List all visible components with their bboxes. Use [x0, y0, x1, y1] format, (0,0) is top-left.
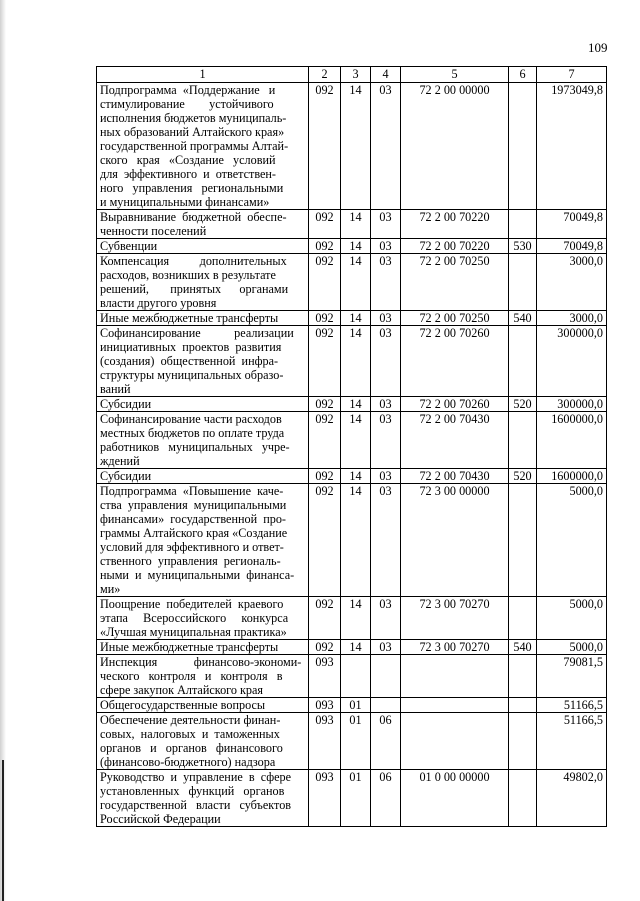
section-code-cell: 14 — [341, 239, 371, 254]
ministry-code-cell: 093 — [309, 655, 341, 698]
row-name-cell: Субвенции — [97, 239, 309, 254]
table-row — [97, 770, 607, 827]
section-code-cell — [341, 655, 371, 698]
target-article-cell: 72 3 00 00000 — [401, 484, 509, 597]
target-article-cell: 72 2 00 70220 — [401, 210, 509, 239]
ministry-code-cell: 092 — [309, 254, 341, 311]
expense-type-cell — [509, 698, 537, 713]
amount-cell: 51166,5 — [537, 713, 607, 770]
expense-type-cell — [509, 597, 537, 640]
target-article-cell: 72 2 00 00000 — [401, 83, 509, 210]
amount-cell: 300000,0 — [537, 397, 607, 412]
target-article-cell: 72 2 00 70260 — [401, 397, 509, 412]
header-cell: 6 — [509, 67, 537, 83]
scan-edge-mark — [2, 760, 4, 901]
ministry-code-cell: 092 — [309, 469, 341, 484]
subsection-code-cell: 03 — [371, 83, 401, 210]
header-cell: 4 — [371, 67, 401, 83]
table-row — [97, 655, 607, 698]
section-code-cell: 14 — [341, 210, 371, 239]
target-article-cell — [401, 655, 509, 698]
ministry-code-cell: 092 — [309, 239, 341, 254]
expense-type-cell — [509, 412, 537, 469]
row-name-cell: Поощрение победителей краевого этапа Всероссийского конкурса «Лучшая муниципальная практика» — [97, 597, 309, 640]
ministry-code-cell: 092 — [309, 210, 341, 239]
row-name-cell: Софинансирование части расходов местных бюджетов по оплате труда работников муниципальных учре- ждений — [97, 412, 309, 469]
target-article-cell: 72 3 00 70270 — [401, 640, 509, 655]
subsection-code-cell: 03 — [371, 311, 401, 326]
section-code-cell: 14 — [341, 640, 371, 655]
row-name-cell: Общегосударственные вопросы — [97, 698, 309, 713]
amount-cell: 5000,0 — [537, 640, 607, 655]
table-row — [97, 640, 607, 655]
expense-type-cell — [509, 484, 537, 597]
header-cell: 5 — [401, 67, 509, 83]
table-row — [97, 326, 607, 397]
section-code-cell: 14 — [341, 412, 371, 469]
expense-type-cell — [509, 326, 537, 397]
amount-cell: 70049,8 — [537, 210, 607, 239]
table-row — [97, 239, 607, 254]
row-name-cell: Инспекция финансово-экономи- ческого контроля и контроля в сфере закупок Алтайского края — [97, 655, 309, 698]
ministry-code-cell: 092 — [309, 326, 341, 397]
section-code-cell: 01 — [341, 698, 371, 713]
section-code-cell: 14 — [341, 597, 371, 640]
amount-cell: 3000,0 — [537, 254, 607, 311]
row-name-cell: Софинансирование реализации инициативных проектов развития (создания) общественной инфра- структуры муниципальных образо- ваний — [97, 326, 309, 397]
amount-cell: 1600000,0 — [537, 412, 607, 469]
table-row — [97, 698, 607, 713]
expense-type-cell — [509, 83, 537, 210]
target-article-cell: 72 2 00 70430 — [401, 469, 509, 484]
subsection-code-cell: 03 — [371, 412, 401, 469]
table-row — [97, 210, 607, 239]
row-name-cell: Подпрограмма «Поддержание и стимулирование устойчивого исполнения бюджетов муниципаль- ных образований Алтайского края» государственной программы Алтай- ского края «Создание условий для эффективного и ответствен- ного управления региональными и муниципальными финансами» — [97, 83, 309, 210]
ministry-code-cell: 092 — [309, 311, 341, 326]
table-row — [97, 397, 607, 412]
subsection-code-cell: 03 — [371, 597, 401, 640]
section-code-cell: 14 — [341, 254, 371, 311]
amount-cell: 1600000,0 — [537, 469, 607, 484]
row-name-cell: Подпрограмма «Повышение каче- ства управления муниципальными финансами» государственной про- граммы Алтайского края «Создание условий для эффективного и ответ- ственного управления региональ- ными и муниципальными финанса- ми» — [97, 484, 309, 597]
table-header-row — [97, 67, 607, 83]
amount-cell: 5000,0 — [537, 597, 607, 640]
row-name-cell: Обеспечение деятельности финан- совых, налоговых и таможенных органов и органов финансового (финансово-бюджетного) надзора — [97, 713, 309, 770]
page-number: 109 — [588, 40, 608, 55]
amount-cell: 70049,8 — [537, 239, 607, 254]
subsection-code-cell: 03 — [371, 484, 401, 597]
ministry-code-cell: 092 — [309, 597, 341, 640]
row-name-cell: Руководство и управление в сфере установленных функций органов государственной власти субъектов Российской Федерации — [97, 770, 309, 827]
ministry-code-cell: 092 — [309, 83, 341, 210]
section-code-cell: 01 — [341, 713, 371, 770]
target-article-cell — [401, 698, 509, 713]
expense-type-cell: 520 — [509, 469, 537, 484]
header-cell: 1 — [97, 67, 309, 83]
subsection-code-cell: 03 — [371, 326, 401, 397]
ministry-code-cell: 093 — [309, 770, 341, 827]
table-row — [97, 412, 607, 469]
target-article-cell — [401, 713, 509, 770]
amount-cell: 79081,5 — [537, 655, 607, 698]
section-code-cell: 14 — [341, 469, 371, 484]
target-article-cell: 72 3 00 70270 — [401, 597, 509, 640]
subsection-code-cell: 03 — [371, 239, 401, 254]
target-article-cell: 72 2 00 70250 — [401, 311, 509, 326]
amount-cell: 49802,0 — [537, 770, 607, 827]
row-name-cell: Иные межбюджетные трансферты — [97, 311, 309, 326]
subsection-code-cell: 03 — [371, 254, 401, 311]
table-row — [97, 469, 607, 484]
expense-type-cell — [509, 254, 537, 311]
table-row — [97, 484, 607, 597]
amount-cell: 1973049,8 — [537, 83, 607, 210]
section-code-cell: 01 — [341, 770, 371, 827]
section-code-cell: 14 — [341, 397, 371, 412]
row-name-cell: Компенсация дополнительных расходов, возникших в результате решений, принятых органами власти другого уровня — [97, 254, 309, 311]
subsection-code-cell: 03 — [371, 640, 401, 655]
expense-type-cell — [509, 770, 537, 827]
table-row — [97, 83, 607, 210]
ministry-code-cell: 093 — [309, 698, 341, 713]
header-cell: 2 — [309, 67, 341, 83]
ministry-code-cell: 092 — [309, 640, 341, 655]
target-article-cell: 01 0 00 00000 — [401, 770, 509, 827]
ministry-code-cell: 092 — [309, 397, 341, 412]
table-row — [97, 254, 607, 311]
expense-type-cell: 540 — [509, 311, 537, 326]
ministry-code-cell: 093 — [309, 713, 341, 770]
section-code-cell: 14 — [341, 311, 371, 326]
subsection-code-cell: 06 — [371, 713, 401, 770]
section-code-cell: 14 — [341, 326, 371, 397]
subsection-code-cell: 03 — [371, 397, 401, 412]
expense-type-cell: 530 — [509, 239, 537, 254]
table-row — [97, 597, 607, 640]
target-article-cell: 72 2 00 70260 — [401, 326, 509, 397]
amount-cell: 3000,0 — [537, 311, 607, 326]
amount-cell: 300000,0 — [537, 326, 607, 397]
subsection-code-cell: 03 — [371, 469, 401, 484]
ministry-code-cell: 092 — [309, 484, 341, 597]
section-code-cell: 14 — [341, 484, 371, 597]
expense-type-cell — [509, 210, 537, 239]
row-name-cell: Субсидии — [97, 397, 309, 412]
ministry-code-cell: 092 — [309, 412, 341, 469]
subsection-code-cell: 03 — [371, 210, 401, 239]
amount-cell: 51166,5 — [537, 698, 607, 713]
target-article-cell: 72 2 00 70430 — [401, 412, 509, 469]
expense-type-cell: 540 — [509, 640, 537, 655]
row-name-cell: Выравнивание бюджетной обеспе- ченности поселений — [97, 210, 309, 239]
header-cell: 3 — [341, 67, 371, 83]
section-code-cell: 14 — [341, 83, 371, 210]
subsection-code-cell — [371, 655, 401, 698]
expense-type-cell: 520 — [509, 397, 537, 412]
header-cell: 7 — [537, 67, 607, 83]
target-article-cell: 72 2 00 70250 — [401, 254, 509, 311]
amount-cell: 5000,0 — [537, 484, 607, 597]
table-row — [97, 311, 607, 326]
row-name-cell: Иные межбюджетные трансферты — [97, 640, 309, 655]
subsection-code-cell: 06 — [371, 770, 401, 827]
target-article-cell: 72 2 00 70220 — [401, 239, 509, 254]
table-row — [97, 713, 607, 770]
subsection-code-cell — [371, 698, 401, 713]
expense-type-cell — [509, 655, 537, 698]
expense-type-cell — [509, 713, 537, 770]
row-name-cell: Субсидии — [97, 469, 309, 484]
budget-table — [96, 66, 607, 827]
